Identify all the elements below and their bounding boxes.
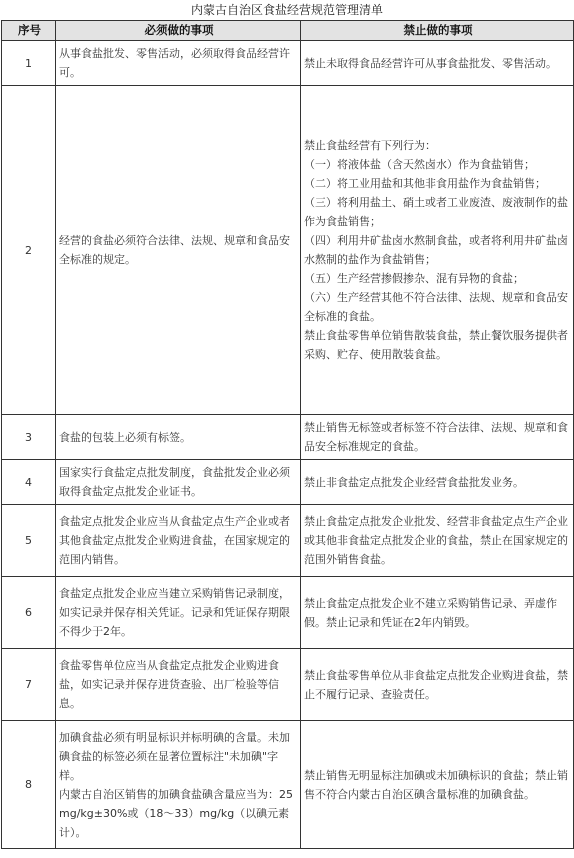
table-row (2, 505, 574, 577)
forbidden-text: （二）将工业用盐和其他非食用盐作为食盐销售； (304, 177, 546, 190)
must-do-cell (56, 415, 301, 460)
table-row (2, 721, 574, 849)
row-number: 5 (2, 505, 56, 577)
table-row (2, 577, 574, 649)
forbidden-text: （五）生产经营掺假掺杂、混有异物的食盐； (304, 272, 524, 285)
forbidden-text: 禁止食盐定点批发企业不建立采购销售记录、弄虚作假。禁止记录和凭证在2年内销毁。 (304, 596, 557, 629)
forbidden-cell (301, 460, 574, 505)
forbidden-text: （四）利用井矿盐卤水熬制食盐，或者将利用井矿盐卤水熬制的盐作为食盐销售； (304, 234, 568, 266)
header-must: 必须做的事项 (56, 21, 301, 41)
must-do-text: 国家实行食盐定点批发制度，食盐批发企业必须取得食盐定点批发企业证书。 (59, 466, 290, 498)
forbidden-text: 禁止非食盐定点批发企业经营食盐批发业务。 (304, 475, 524, 489)
must-do-cell (56, 86, 301, 415)
forbidden-cell (301, 577, 574, 649)
must-do-text: 食盐定点批发企业应当从食盐定点生产企业或者其他食盐定点批发企业购进食盐，在国家规定的范围内销售。 (59, 515, 290, 566)
row-number: 3 (2, 415, 56, 460)
must-do-text: 食盐的包装上必须有标签。 (59, 430, 191, 444)
row-number: 8 (2, 721, 56, 849)
forbidden-text: （一）将液体盐（含天然卤水）作为食盐销售； (304, 158, 535, 171)
must-do-text: 经营的食盐必须符合法律、法规、规章和食品安全标准的规定。 (59, 234, 290, 266)
must-do-text: 加碘食盐必须有明显标识并标明碘的含量。未加碘食盐的标签必须在显著位置标注"未加碘"字样。 (59, 730, 290, 782)
table-row (2, 649, 574, 721)
forbidden-text: 禁止销售无明显标注加碘或未加碘标识的食盐；禁止销售不符合内蒙古自治区碘含量标准的加碘食盐。 (304, 768, 568, 801)
row-number: 6 (2, 577, 56, 649)
forbidden-text: 禁止食盐定点批发企业批发、经营非食盐定点生产企业或其他非食盐定点批发企业的食盐，禁止在国家规定的范围外销售食盐。 (304, 515, 568, 566)
must-do-text: 食盐定点批发企业应当建立采购销售记录制度，如实记录并保存相关凭证。记录和凭证保存期限不得少于2年。 (59, 587, 290, 638)
table-row (2, 415, 574, 460)
must-do-cell (56, 721, 301, 849)
forbidden-cell (301, 721, 574, 849)
row-number: 4 (2, 460, 56, 505)
forbidden-text: 禁止未取得食品经营许可从事食盐批发、零售活动。 (304, 56, 557, 70)
page-title: 内蒙古自治区食盐经营规范管理清单 (190, 3, 383, 17)
must-do-text: 食盐零售单位应当从食盐定点批发企业购进食盐，如实记录并保存进货查验、出厂检验等信息。 (59, 659, 279, 710)
forbidden-text: 禁止销售无标签或者标签不符合法律、法规、规章和食品安全标准规定的食盐。 (304, 421, 568, 453)
must-do-text: 从事食盐批发、零售活动，必须取得食品经营许可。 (59, 47, 290, 79)
header-forbidden: 禁止做的事项 (301, 21, 574, 41)
row-number: 7 (2, 649, 56, 721)
must-do-cell (56, 577, 301, 649)
table-row (2, 41, 574, 86)
forbidden-text: 禁止食盐经营有下列行为： (304, 139, 436, 152)
row-number: 2 (2, 86, 56, 415)
must-do-cell (56, 649, 301, 721)
forbidden-cell (301, 505, 574, 577)
forbidden-text: 禁止食盐零售单位从非食盐定点批发企业购进食盐，禁止不履行记录、查验责任。 (304, 668, 568, 701)
table-row (2, 86, 574, 415)
table-header-row (2, 21, 574, 41)
salt-regulation-table (1, 20, 574, 849)
header-no: 序号 (2, 21, 56, 41)
must-do-cell (56, 505, 301, 577)
forbidden-cell (301, 415, 574, 460)
must-do-cell (56, 41, 301, 86)
forbidden-text: （六）生产经营其他不符合法律、法规、规章和食品安全标准的食盐。 (304, 291, 568, 323)
forbidden-cell (301, 86, 574, 415)
forbidden-text: 禁止食盐零售单位销售散装食盐，禁止餐饮服务提供者采购、贮存、使用散装食盐。 (304, 329, 568, 361)
forbidden-text: （三）将利用盐土、硝土或者工业废渣、废液制作的盐作为食盐销售； (304, 196, 568, 228)
row-number: 1 (2, 41, 56, 86)
must-do-text: 内蒙古自治区销售的加碘食盐碘含量应当为：25 mg/kg±30%或（18～33）mg/kg（以碘元素计）。 (59, 787, 293, 839)
table-body (2, 41, 574, 849)
forbidden-cell (301, 649, 574, 721)
must-do-cell (56, 460, 301, 505)
forbidden-cell (301, 41, 574, 86)
table-row (2, 460, 574, 505)
